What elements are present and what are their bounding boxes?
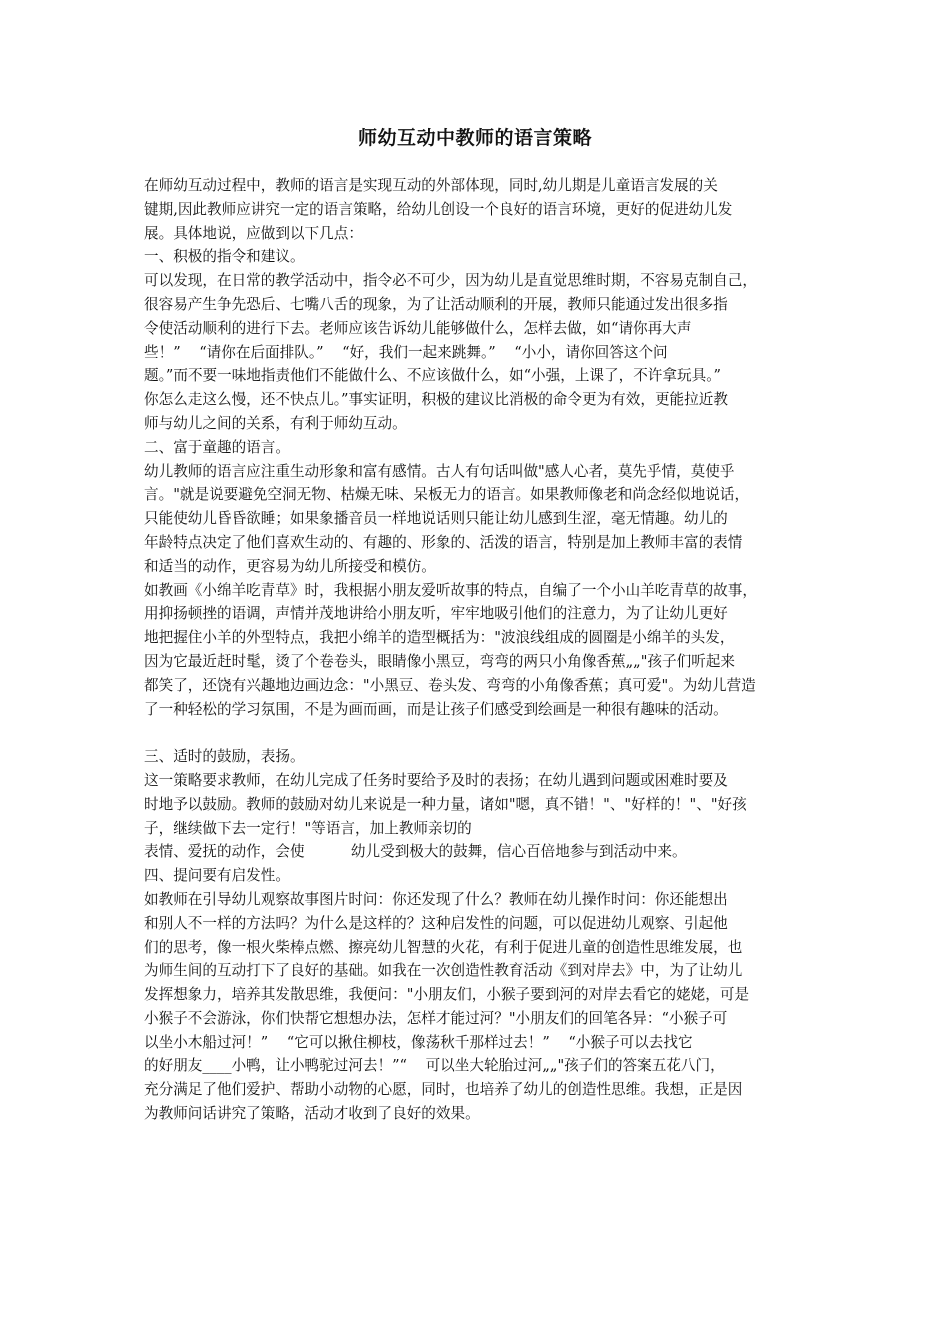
text-line: 很容易产生争先恐后、七嘴八舌的现象，为了让活动顺利的开展，教师只能通过发出很多指 — [144, 295, 728, 313]
text-line: 幼儿教师的语言应注重生动形象和富有感情。古人有句话叫做"感人心者，莫先乎情，莫使乎 — [144, 462, 735, 480]
text-line: 言。"就是说要避免空洞无物、枯燥无味、呆板无力的语言。如果教师像老和尚念经似地说话， — [144, 486, 750, 504]
text-line: 和别人不一样的方法吗？为什么是这样的？这种启发性的问题，可以促进幼儿观察、引起他 — [144, 914, 728, 932]
text-line: 这一策略要求教师，在幼儿完成了任务时要给予及时的表扬；在幼儿遇到问题或困难时要及 — [144, 771, 728, 789]
text-line: 地把握住小羊的外型特点，我把小绵羊的造型概括为："波浪线组成的圆圈是小绵羊的头发， — [144, 629, 735, 647]
text-line: 了一种轻松的学习氛围，不是为画而画，而是让孩子们感受到绘画是一种很有趣味的活动。 — [144, 700, 728, 718]
text-line: 二、富于童趣的语言。 — [144, 438, 290, 456]
text-line: 表情、爱抚的动作，会使 幼儿受到极大的鼓舞，信心百倍地参与到活动中来。 — [144, 843, 687, 861]
text-line: 题。”而不要一味地指责他们不能做什么、不应该做什么，如“小强，上课了，不许拿玩具。” — [144, 367, 721, 385]
text-line: 可以发现，在日常的教学活动中，指令必不可少，因为幼儿是直觉思维时期，不容易克制自己， — [144, 272, 757, 290]
text-line: 展。具体地说，应做到以下几点： — [144, 224, 363, 242]
text-line: 因为它最近赶时髦，烫了个卷卷头，眼睛像小黑豆，弯弯的两只小角像香蕉„„"孩子们听起来 — [144, 652, 735, 670]
text-line: 为师生间的互动打下了良好的基础。如我在一次创造性教育活动《到对岸去》中，为了让幼儿 — [144, 962, 743, 980]
text-line: 都笑了，还饶有兴趣地边画边念："小黑豆、卷头发、弯弯的小角像香蕉；真可爱"。为幼儿营造 — [144, 676, 756, 694]
text-line: 用抑扬顿挫的语调，声情并茂地讲给小朋友听，牢牢地吸引他们的注意力，为了让幼儿更好 — [144, 605, 728, 623]
text-line: 充分满足了他们爱护、帮助小动物的心愿，同时，也培养了幼儿的创造性思维。我想，正是因 — [144, 1081, 743, 1099]
text-line: 年龄特点决定了他们喜欢生动的、有趣的、形象的、活泼的语言，特别是加上教师丰富的表情 — [144, 533, 743, 551]
text-line — [144, 721, 816, 745]
text-line: 你怎么走这么慢，还不快点儿。”事实证明，积极的建议比消极的命令更为有效，更能拉近教 — [144, 391, 728, 409]
text-line: 如教师在引导幼儿观察故事图片时问：你还发现了什么？教师在幼儿操作时问：你还能想出 — [144, 890, 728, 908]
text-line: 小猴子不会游泳，你们快帮它想想办法，怎样才能过河？"小朋友们的回笔各异：“小猴子可 — [144, 1009, 728, 1027]
text-line: 们的思考，像一根火柴棒点燃、擦亮幼儿智慧的火花，有利于促进儿童的创造性思维发展，也 — [144, 938, 743, 956]
text-line: 如教画《小绵羊吃青草》时，我根据小朋友爱听故事的特点，自编了一个小山羊吃青草的故事， — [144, 581, 757, 599]
document-title: 师幼互动中教师的语言策略 — [357, 127, 592, 149]
text-line: 和适当的动作，更容易为幼儿所接受和模仿。 — [144, 557, 436, 575]
document-body — [144, 174, 816, 1126]
text-line: 键期,因此教师应讲究一定的语言策略，给幼儿创设一个良好的语言环境，更好的促进幼儿发 — [144, 200, 733, 218]
text-line: 四、提问要有启发性。 — [144, 867, 290, 885]
text-line: 为教师问话讲究了策略，活动才收到了良好的效果。 — [144, 1105, 480, 1123]
text-line: 子，继续做下去一定行！"等语言，加上教师亲切的 — [144, 819, 472, 837]
text-line: 发挥想象力，培养其发散思维，我便问："小朋友们，小猴子要到河的对岸去看它的姥姥，可是 — [144, 986, 750, 1004]
text-line: 以坐小木船过河！” “它可以揪住柳枝，像荡秋千那样过去！” “小猴子可以去找它 — [144, 1033, 693, 1051]
text-line: 只能使幼儿昏昏欲睡；如果象播音员一样地说话则只能让幼儿感到生涩，毫无情趣。幼儿的 — [144, 510, 728, 528]
text-line: 令使活动顺利的进行下去。老师应该告诉幼儿能够做什么，怎样去做，如“请你再大声 — [144, 319, 692, 337]
text-line: 师与幼儿之间的关系，有利于师幼互动。 — [144, 414, 407, 432]
text-line: 的好朋友____小鸭，让小鸭驼过河去！”“ 可以坐大轮胎过河„„"孩子们的答案五花八门， — [144, 1057, 725, 1075]
text-line: 在师幼互动过程中，教师的语言是实现互动的外部体现，同时,幼儿期是儿童语言发展的关 — [144, 177, 718, 194]
text-line: 三、适时的鼓励，表扬。 — [144, 748, 305, 766]
text-line: 一、积极的指令和建议。 — [144, 248, 305, 266]
text-line: 时地予以鼓励。教师的鼓励对幼儿来说是一种力量，诸如"嗯，真不错！"、"好样的！"、"好孩 — [144, 795, 747, 813]
text-line: 些！” “请你在后面排队。” “好，我们一起来跳舞。” “小小，请你回答这个问 — [144, 343, 668, 361]
